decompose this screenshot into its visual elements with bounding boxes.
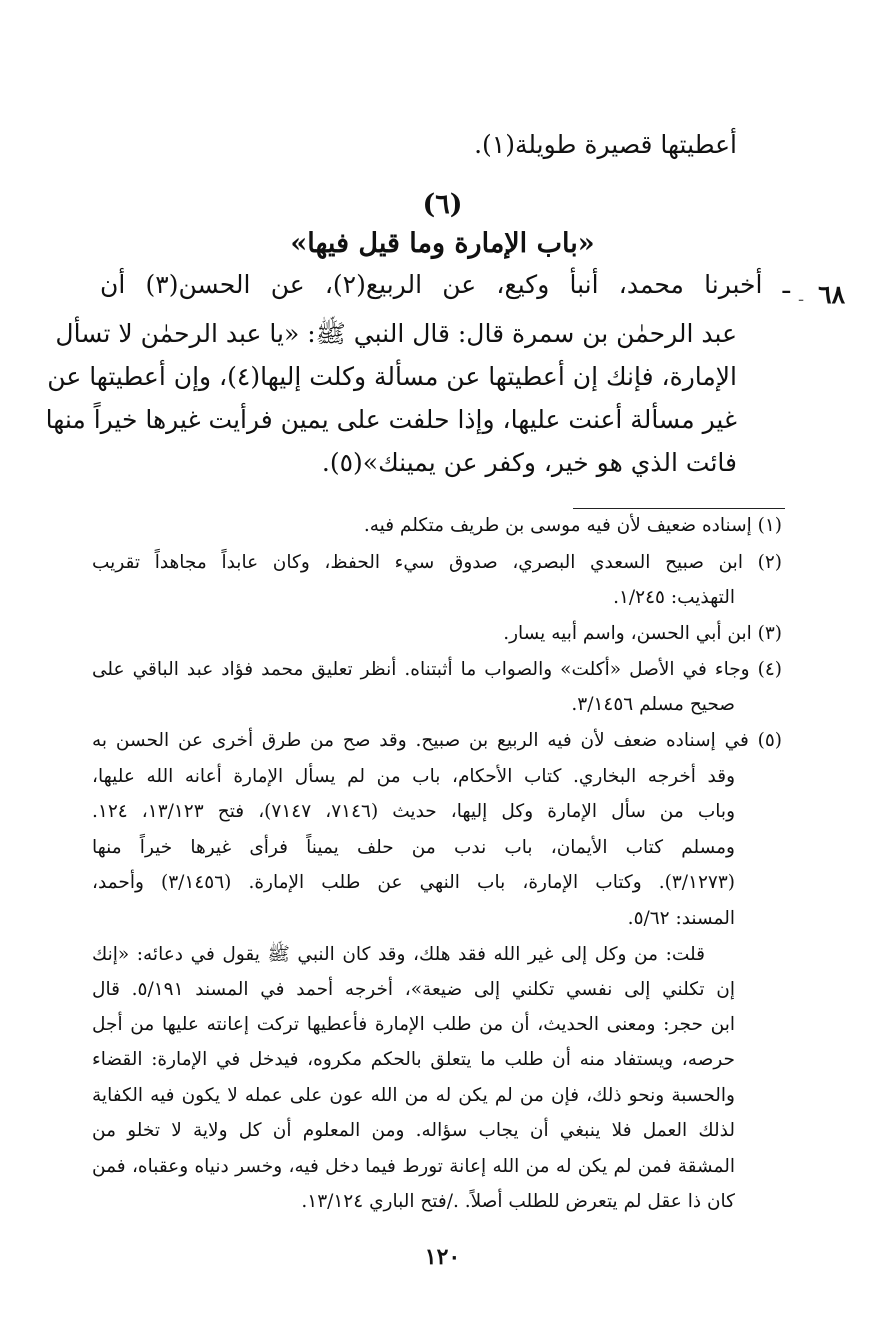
footnote-line: وقد أخرجه البخاري. كتاب الأحكام، باب من لم يسأل الإمارة أعانه الله عليها، bbox=[92, 766, 735, 787]
hadith-line: عبد الرحمٰن بن سمرة قال: قال النبي ﷺ: «يا عبد الرحمٰن لا تسأل bbox=[55, 319, 737, 348]
hadith-line: غير مسألة أعنت عليها، وإذا حلفت على يمين فرأيت غيرها خيراً منها bbox=[45, 405, 737, 434]
commentary-line: ابن حجر: ومعنى الحديث، أن من طلب الإمارة فأعطيها تركت إعانته عليها من أجل bbox=[92, 1014, 735, 1035]
margin-dash: - bbox=[798, 289, 805, 310]
footnote-line: (١) إسناده ضعيف لأن فيه موسى بن طريف متكلم فيه. bbox=[363, 515, 782, 536]
footnote-line: (٥) في إسناده ضعف لأن فيه الربيع بن صبيح. وقد صح من طرق أخرى عن الحسن به bbox=[92, 730, 782, 751]
commentary-line: المشقة فمن لم يكن له من الله إعانة تورط فيما دخل فيه، وخسر دنياه وعقباه، فمن bbox=[92, 1156, 735, 1177]
footnote-line: صحيح مسلم ٣/١٤٥٦. bbox=[571, 694, 735, 715]
footnote-line: ومسلم كتاب الأيمان، باب ندب من حلف يميناً فرأى غيرها خيراً منها bbox=[92, 837, 735, 858]
commentary-line: لذلك العمل فلا ينبغي أن يجاب سؤاله. ومن المعلوم أن كل ولاية لا تخلو من bbox=[92, 1120, 735, 1141]
commentary-line: قلت: من وكل إلى غير الله فقد هلك، وقد كان النبي ﷺ يقول في دعائه: «إنك bbox=[92, 944, 705, 965]
commentary-line: كان ذا عقل لم يتعرض للطلب أصلاً. ./فتح الباري ١٣/١٢٤. bbox=[301, 1191, 735, 1212]
footnote-line: وباب من سأل الإمارة وكل إليها، حديث (٧١٤٦، ٧١٤٧)، فتح ١٣/١٢٣، ١٢٤. bbox=[92, 801, 736, 822]
footnote-separator bbox=[573, 508, 785, 509]
footnote-line: (٤) وجاء في الأصل «أكلت» والصواب ما أثبتناه. أنظر تعليق محمد فؤاد عبد الباقي على bbox=[92, 659, 782, 680]
footnote-line: التهذيب: ١/٢٤٥. bbox=[613, 587, 735, 608]
footnote-line: (٢) ابن صبيح السعدي البصري، صدوق سيء الحفظ، وكان عابداً مجاهداً تقريب bbox=[92, 552, 782, 573]
hadith-number: ٦٨ bbox=[818, 280, 845, 309]
hadith-line: فائت الذي هو خير، وكفر عن يمينك»(٥). bbox=[321, 448, 737, 477]
commentary-line: حرصه، ويستفاد منه أن طلب ما يتعلق بالحكم مكروه، فيدخل في الإمارة: القضاء bbox=[92, 1049, 735, 1070]
section-number: (٦) bbox=[422, 189, 463, 220]
footnote-line: المسند: ٥/٦٢. bbox=[627, 908, 735, 929]
footnote-line: (٣) ابن أبي الحسن، واسم أبيه يسار. bbox=[503, 623, 782, 644]
commentary-line: والحسبة ونحو ذلك، فإن من لم يكن له من الله عون على عمله لا يكون فيه الكفاية bbox=[92, 1085, 735, 1106]
hadith-line: ـ أخبرنا محمد، أنبأ وكيع، عن الربيع(٢)، عن الحسن(٣) أن bbox=[100, 270, 790, 299]
commentary-line: إن تكلني إلى نفسي تكلني إلى ضيعة»، أخرجه أحمد في المسند ٥/١٩١. قال bbox=[92, 979, 736, 1000]
footnote-line: (٣/١٢٧٣). وكتاب الإمارة، باب النهي عن طلب الإمارة. (٣/١٤٥٦) وأحمد، bbox=[92, 872, 735, 893]
page-number: ١٢٠ bbox=[424, 1244, 461, 1270]
hadith-line: الإمارة، فإنك إن أعطيتها عن مسألة وكلت إليها(٤)، وإن أعطيتها عن bbox=[47, 362, 737, 391]
continuation-line: أعطيتها قصيرة طويلة(١). bbox=[474, 130, 737, 159]
section-title: «باب الإمارة وما قيل فيها» bbox=[290, 228, 595, 259]
